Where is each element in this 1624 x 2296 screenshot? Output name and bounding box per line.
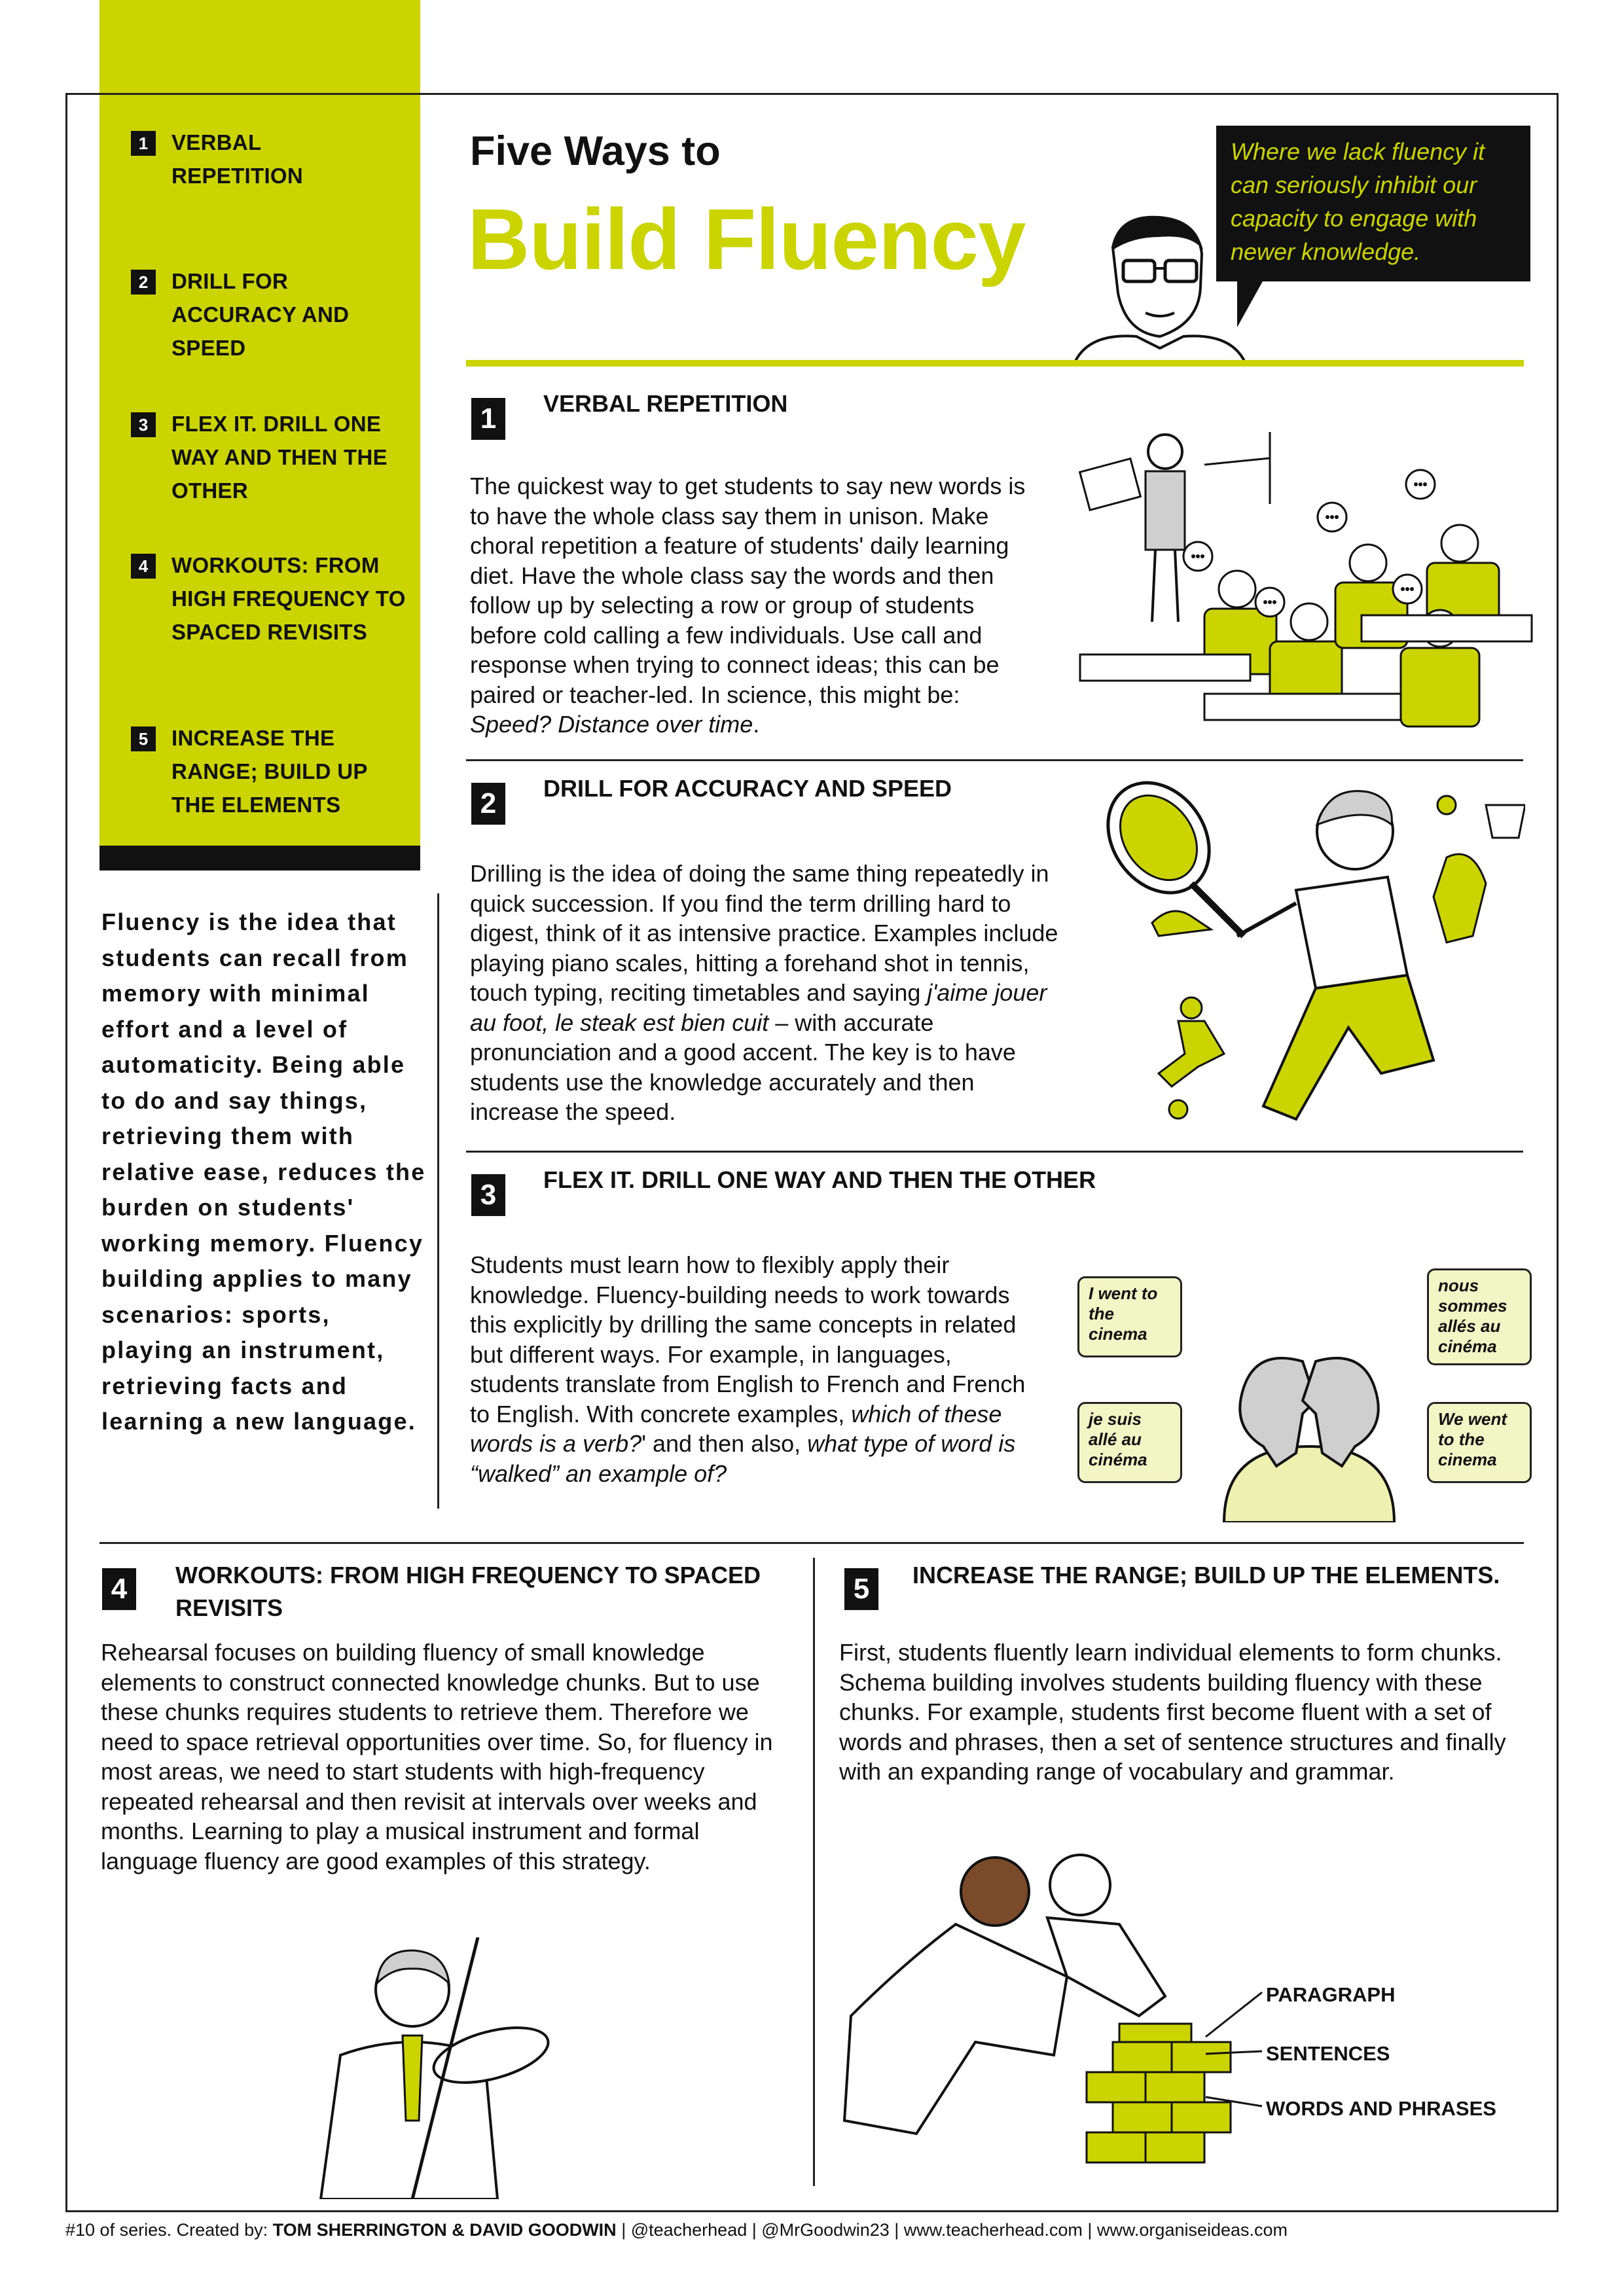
- body-italic: which of these words is a verb?: [470, 1400, 1002, 1457]
- body-text: Students must learn how to flexibly apply their knowledge. Fluency-building needs to work towards this explicitly by drilling the same concepts in related but different ways. For example, in languages, students translate from English to French and French to English. With concrete examples,: [470, 1251, 1026, 1427]
- label-sentences: SENTENCES: [1266, 2042, 1390, 2065]
- title-prefix: Five Ways to: [470, 128, 721, 174]
- sidebar-item-number: 3: [131, 412, 156, 437]
- sidebar-item-number: 2: [131, 270, 156, 295]
- column-divider: [813, 1558, 815, 2186]
- body-end: – with accurate pronunciation and a good accent. The key is to have students use the knowledge accurately and then increase the speed.: [470, 1009, 1016, 1125]
- sidebar-item-number: 4: [131, 554, 156, 579]
- body-mid: ' and then also,: [641, 1430, 808, 1457]
- sidebar-item-label: INCREASE THE RANGE; BUILD UP THE ELEMENTS: [171, 726, 368, 817]
- quote-tail: [1237, 280, 1263, 327]
- intro-text: Fluency is the idea that students can recall from memory with minimal effort and a level of automaticity. Being able to do and say things, retrieving them with relative ease, reduces the burden on students' working memory. Fluency building applies to many scenarios: sports, playing an instrument, retrieving facts and learning a new language.: [101, 908, 426, 1435]
- body-end: .: [753, 711, 760, 738]
- section-body-2: [470, 859, 1059, 1127]
- sidebar-item-label: DRILL FOR ACCURACY AND SPEED: [171, 269, 350, 360]
- body-italic: j'aime jouer au foot, le steak est bien cuit: [470, 979, 1047, 1036]
- violinist-illustration: [281, 1937, 583, 2199]
- speech-bubble-french-1: je suis allé au cinéma: [1077, 1402, 1182, 1483]
- title-rule: [466, 360, 1524, 367]
- section-body-1: [470, 471, 1046, 740]
- sidebar-item-5[interactable]: [131, 721, 406, 821]
- sidebar-item-label: WORKOUTS: FROM HIGH FREQUENCY TO SPACED REVISITS: [171, 553, 406, 644]
- body-text: Drilling is the idea of doing the same thing repeatedly in quick succession. If you find the term drilling hard to digest, think of it as intensive practice. Examples include playing piano scales, hitting a forehand shot in tennis, touch typing, reciting timetables and saying: [470, 860, 1058, 1006]
- speech-bubble-french-2: nous sommes allés au cinéma: [1427, 1268, 1532, 1365]
- section-title-2: DRILL FOR ACCURACY AND SPEED: [543, 775, 952, 802]
- section-title-5: INCREASE THE RANGE; BUILD UP THE ELEMENTS.: [912, 1562, 1500, 1588]
- speech-bubble-english-1: I went to the cinema: [1077, 1276, 1182, 1357]
- body-italic-2: what type of word is “walked” an example of?: [470, 1430, 1016, 1487]
- section-number-2: 2: [471, 783, 505, 825]
- page-title: Build Fluency: [467, 191, 1026, 287]
- sidebar-item-number: 5: [131, 726, 156, 751]
- footer-prefix: #10 of series. Created by:: [65, 2220, 273, 2240]
- wall-building-illustration: [838, 1846, 1244, 2186]
- label-paragraph: PARAGRAPH: [1266, 1983, 1396, 2006]
- quote-box: Where we lack fluency it can seriously inhibit our capacity to engage with newer knowledge.: [1216, 126, 1530, 281]
- section-title-4: WORKOUTS: FROM HIGH FREQUENCY TO SPACED REVISITS: [175, 1562, 761, 1621]
- footer-credits: [65, 2220, 1288, 2240]
- section-number-4: 4: [102, 1568, 136, 1610]
- section-number-3: 3: [471, 1174, 505, 1216]
- label-words-and-phrases: WORDS AND PHRASES: [1266, 2097, 1496, 2120]
- section-divider: [466, 759, 1523, 761]
- body-italic: Speed? Distance over time: [470, 711, 753, 738]
- sidebar-item-number: 1: [131, 131, 156, 156]
- sidebar-item-4[interactable]: [131, 548, 406, 649]
- footer-links: | @teacherhead | @MrGoodwin23 | www.teacherhead.com | www.organiseideas.com: [616, 2220, 1288, 2240]
- speech-bubble-english-2: We went to the cinema: [1427, 1402, 1532, 1483]
- section-body-4: Rehearsal focuses on building fluency of small knowledge elements to construct connected knowledge chunks. But to use these chunks requires students to retrieve them. Therefore we need to space retrieval opportunities over time. So, for fluency in most areas, we need to start students with high-frequency repeated rehearsal and then revisit at intervals over weeks and months. Learning to play a musical instrument and formal language fluency are good examples of this strategy.: [101, 1639, 773, 1874]
- section-body-5: First, students fluently learn individual elements to form chunks. Schema building involves students building fluency with these chunks. For example, students first become fluent with a set of words and phrases, then a set of sentence structures and finally with an expanding range of vocabulary and grammar.: [839, 1639, 1506, 1785]
- sidebar-item-3[interactable]: [131, 407, 406, 507]
- section-number-5: 5: [844, 1568, 878, 1610]
- classroom-choral-illustration: [1074, 419, 1545, 746]
- section-number-1: 1: [471, 398, 505, 440]
- sidebar-item-label: FLEX IT. DRILL ONE WAY AND THEN THE OTHER: [171, 412, 388, 503]
- section-body-3: [470, 1250, 1046, 1488]
- body-text: The quickest way to get students to say new words is to have the whole class say them in unison. Make choral repetition a feature of students' daily learning diet. Have the whole class say the words and then follow up by selecting a row or group of students before cold calling a few individuals. Use call and response when trying to connect ideas; this can be paired or teacher-led. In science, this might be:: [470, 473, 1026, 708]
- two-heads-illustration: [1204, 1335, 1414, 1522]
- label-arrows: [1199, 1977, 1265, 2127]
- sports-drill-illustration: [1080, 779, 1525, 1145]
- sidebar-item-1[interactable]: [131, 126, 406, 192]
- section-title-1: VERBAL REPETITION: [543, 390, 788, 417]
- footer-authors: TOM SHERRINGTON & DAVID GOODWIN: [272, 2220, 617, 2240]
- column-divider: [437, 893, 439, 1509]
- section-divider: [466, 1151, 1523, 1153]
- section-divider: [99, 1542, 1524, 1544]
- section-title-3: FLEX IT. DRILL ONE WAY AND THEN THE OTHER: [543, 1166, 1096, 1193]
- sidebar-item-label: VERBAL REPETITION: [171, 130, 304, 188]
- sidebar-item-2[interactable]: [131, 264, 406, 365]
